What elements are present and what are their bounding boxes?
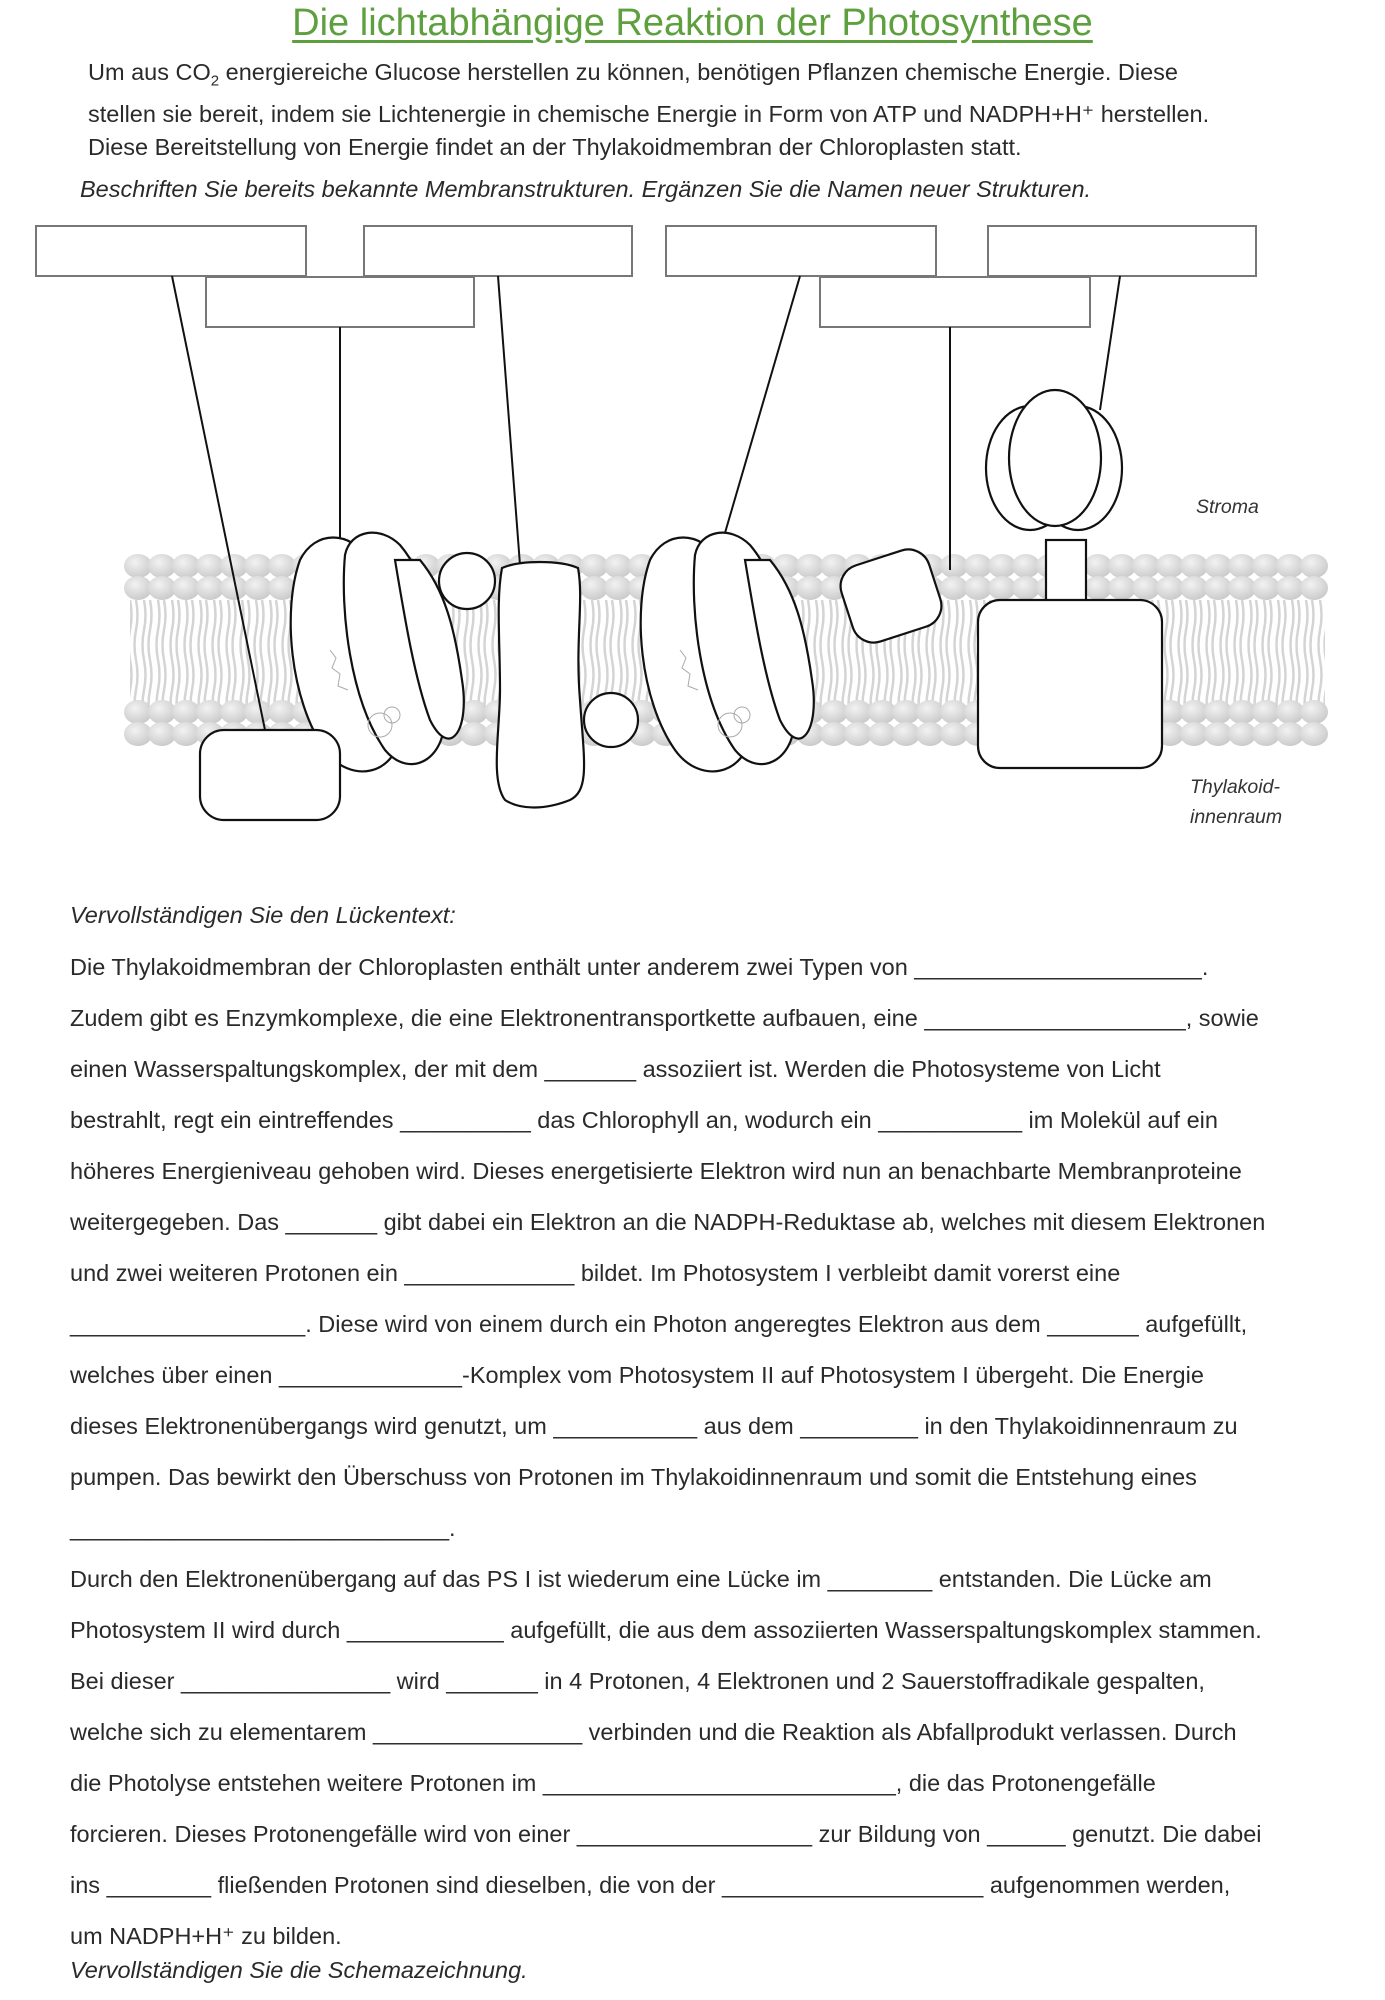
lipid-head — [1084, 576, 1112, 600]
label-box-2[interactable] — [206, 277, 474, 327]
cloze-line: Photosystem II wird durch ____________ aufgefüllt, die aus dem assoziierten Wasserspaltungskomplex stammen. — [70, 1617, 1262, 1643]
lipid-head — [124, 576, 152, 600]
lipid-head — [244, 554, 272, 578]
co2-subscript: 2 — [210, 72, 220, 90]
lipid-head — [580, 554, 608, 578]
lipid-head — [1180, 554, 1208, 578]
cloze-line: pumpen. Das bewirkt den Überschuss von Protonen im Thylakoidinnenraum und somit die Entstehung eines — [70, 1464, 1197, 1490]
lipid-head — [172, 722, 200, 746]
label-box-4[interactable] — [666, 226, 936, 276]
lipid-head — [1156, 554, 1184, 578]
lipid-head — [820, 700, 848, 724]
cloze-line: __________________. Diese wird von einem durch ein Photon angeregtes Elektron aus dem _______ aufgefüllt, — [70, 1311, 1248, 1337]
lipid-head — [988, 554, 1016, 578]
lipid-head — [1132, 554, 1160, 578]
lipid-head — [124, 700, 152, 724]
lumen-label-1: Thylakoid- — [1190, 776, 1280, 798]
intro-line-3: Diese Bereitstellung von Energie findet an der Thylakoidmembran der Chloroplasten statt. — [88, 133, 1022, 160]
lipid-head — [124, 554, 152, 578]
lipid-head — [1300, 700, 1328, 724]
label-box-6[interactable] — [988, 226, 1256, 276]
cloze-line: Zudem gibt es Enzymkomplexe, die eine Elektronentransportkette aufbauen, eine ____________________, sowie — [70, 1005, 1259, 1031]
lipid-head — [796, 576, 824, 600]
lipid-head — [1300, 554, 1328, 578]
lipid-head — [940, 576, 968, 600]
cloze-line: forcieren. Dieses Protonengefälle wird von einer __________________ zur Bildung von ______ genutzt. Die dabei — [70, 1821, 1262, 1847]
lipid-head — [940, 722, 968, 746]
lipid-head — [1276, 722, 1304, 746]
task-label-structures: Beschriften Sie bereits bekannte Membranstrukturen. Ergänzen Sie die Namen neuer Strukturen. — [80, 176, 1092, 202]
lipid-head — [1252, 576, 1280, 600]
lipid-head — [604, 554, 632, 578]
plastoquinone-circle — [439, 553, 495, 609]
lipid-head — [1300, 576, 1328, 600]
lipid-head — [196, 554, 224, 578]
lipid-head — [868, 722, 896, 746]
cloze-text — [70, 942, 1370, 1962]
lipid-head — [1204, 722, 1232, 746]
lipid-head — [964, 576, 992, 600]
lipid-head — [1156, 576, 1184, 600]
cloze-line: einen Wasserspaltungskomplex, der mit dem _______ assoziiert ist. Werden die Photosysteme von Licht — [70, 1056, 1161, 1082]
cloze-line: ins ________ fließenden Protonen sind dieselben, die von der ____________________ aufgenommen werden, — [70, 1872, 1231, 1898]
lipid-head — [1180, 722, 1208, 746]
cloze-line: _____________________________. — [70, 1515, 456, 1541]
lipid-head — [148, 576, 176, 600]
intro-text: Um aus CO — [88, 59, 211, 85]
cloze-line: welches über einen ______________-Komplex vom Photosystem II auf Photosystem I übergeht. Die Energie — [70, 1362, 1204, 1388]
lipid-head — [1252, 554, 1280, 578]
lipid-head — [892, 722, 920, 746]
label-box-3[interactable] — [364, 226, 632, 276]
intro-text: energiereiche Glucose herstellen zu können, benötigen Pflanzen chemische Energie. Diese — [219, 59, 1178, 85]
label-box-1[interactable] — [36, 226, 306, 276]
lipid-head — [1228, 576, 1256, 600]
lipid-head — [580, 576, 608, 600]
lipid-head — [1276, 554, 1304, 578]
task-label-schema: Vervollständigen Sie die Schemazeichnung. — [70, 1957, 528, 1983]
lipid-head — [172, 554, 200, 578]
plastocyanin-circle — [584, 693, 638, 747]
lipid-head — [604, 576, 632, 600]
cloze-line: Bei dieser ________________ wird _______ in 4 Protonen, 4 Elektronen und 2 Sauerstoffradikale gespalten, — [70, 1668, 1205, 1694]
cloze-line: Durch den Elektronenübergang auf das PS I ist wiederum eine Lücke im ________ entstanden. Die Lücke am — [70, 1566, 1212, 1592]
lipid-head — [1180, 700, 1208, 724]
lipid-head — [148, 700, 176, 724]
lipid-head — [244, 700, 272, 724]
cloze-line: welche sich zu elementarem ________________ verbinden und die Reaktion als Abfallprodukt verlassen. Durch — [70, 1719, 1237, 1745]
lipid-head — [460, 722, 488, 746]
lipid-head — [1108, 576, 1136, 600]
lipid-head — [844, 722, 872, 746]
lipid-head — [844, 700, 872, 724]
lumen-label-2: innenraum — [1190, 806, 1283, 828]
lipid-head — [916, 700, 944, 724]
lipid-head — [988, 576, 1016, 600]
lipid-head — [1228, 554, 1256, 578]
lipid-head — [268, 700, 296, 724]
lipid-head — [268, 554, 296, 578]
lipid-head — [940, 700, 968, 724]
lipid-head — [1180, 576, 1208, 600]
label-box-5[interactable] — [820, 277, 1090, 327]
lipid-head — [1204, 554, 1232, 578]
lipid-head — [868, 700, 896, 724]
lipid-head — [1012, 576, 1040, 600]
task-label-cloze: Vervollständigen Sie den Lückentext: — [70, 902, 456, 928]
lipid-head — [1276, 576, 1304, 600]
page-title: Die lichtabhängige Reaktion der Photosynthese — [292, 2, 1093, 44]
lipid-head — [1084, 554, 1112, 578]
oxygen-evolving-complex — [200, 730, 340, 820]
lipid-head — [940, 554, 968, 578]
lipid-head — [892, 700, 920, 724]
lipid-head — [796, 554, 824, 578]
lipid-head — [220, 700, 248, 724]
cloze-line: und zwei weiteren Protonen ein _____________ bildet. Im Photosystem I verbleibt damit vorerst eine — [70, 1260, 1121, 1286]
lipid-head — [1108, 554, 1136, 578]
lipid-head — [1228, 722, 1256, 746]
lipid-head — [820, 722, 848, 746]
lipid-head — [172, 700, 200, 724]
cloze-line: dieses Elektronenübergangs wird genutzt, um ___________ aus dem _________ in den Thylakoidinnenraum zu — [70, 1413, 1238, 1439]
cloze-line: die Photolyse entstehen weitere Protonen im ___________________________, die das Protonengefälle — [70, 1770, 1156, 1796]
lipid-head — [196, 576, 224, 600]
lipid-head — [1132, 576, 1160, 600]
lipid-head — [1228, 700, 1256, 724]
cloze-line: weitergegeben. Das _______ gibt dabei ein Elektron an die NADPH-Reduktase ab, welches mit diesem Elektronen — [70, 1209, 1266, 1235]
lipid-head — [964, 554, 992, 578]
cloze-line: höheres Energieniveau gehoben wird. Dieses energetisierte Elektron wird nun an benachbarte Membranproteine — [70, 1158, 1242, 1184]
lipid-head — [1012, 554, 1040, 578]
cytochrome-complex — [497, 562, 584, 808]
stroma-label: Stroma — [1196, 496, 1259, 518]
lipid-head — [1204, 576, 1232, 600]
lipid-head — [916, 722, 944, 746]
lipid-head — [1300, 722, 1328, 746]
cloze-line: Die Thylakoidmembran der Chloroplasten enthält unter anderem zwei Typen von ______________________. — [70, 954, 1209, 980]
lipid-head — [172, 576, 200, 600]
lipid-head — [148, 554, 176, 578]
cloze-line: um NADPH+H⁺ zu bilden. — [70, 1923, 342, 1949]
intro-line-2: stellen sie bereit, indem sie Lichtenergie in chemische Energie in Form von ATP und NADPH+H⁺ herstellen. — [88, 100, 1210, 127]
lipid-head — [244, 576, 272, 600]
lipid-head — [1252, 700, 1280, 724]
lipid-head — [196, 700, 224, 724]
lipid-head — [1252, 722, 1280, 746]
cloze-line: bestrahlt, regt ein eintreffendes __________ das Chlorophyll an, wodurch ein ___________ im Molekül auf ein — [70, 1107, 1218, 1133]
lipid-head — [1204, 700, 1232, 724]
lipid-head — [124, 722, 152, 746]
thylakoid-membrane-figure — [0, 0, 1385, 870]
lipid-head — [1276, 700, 1304, 724]
lipid-head — [148, 722, 176, 746]
